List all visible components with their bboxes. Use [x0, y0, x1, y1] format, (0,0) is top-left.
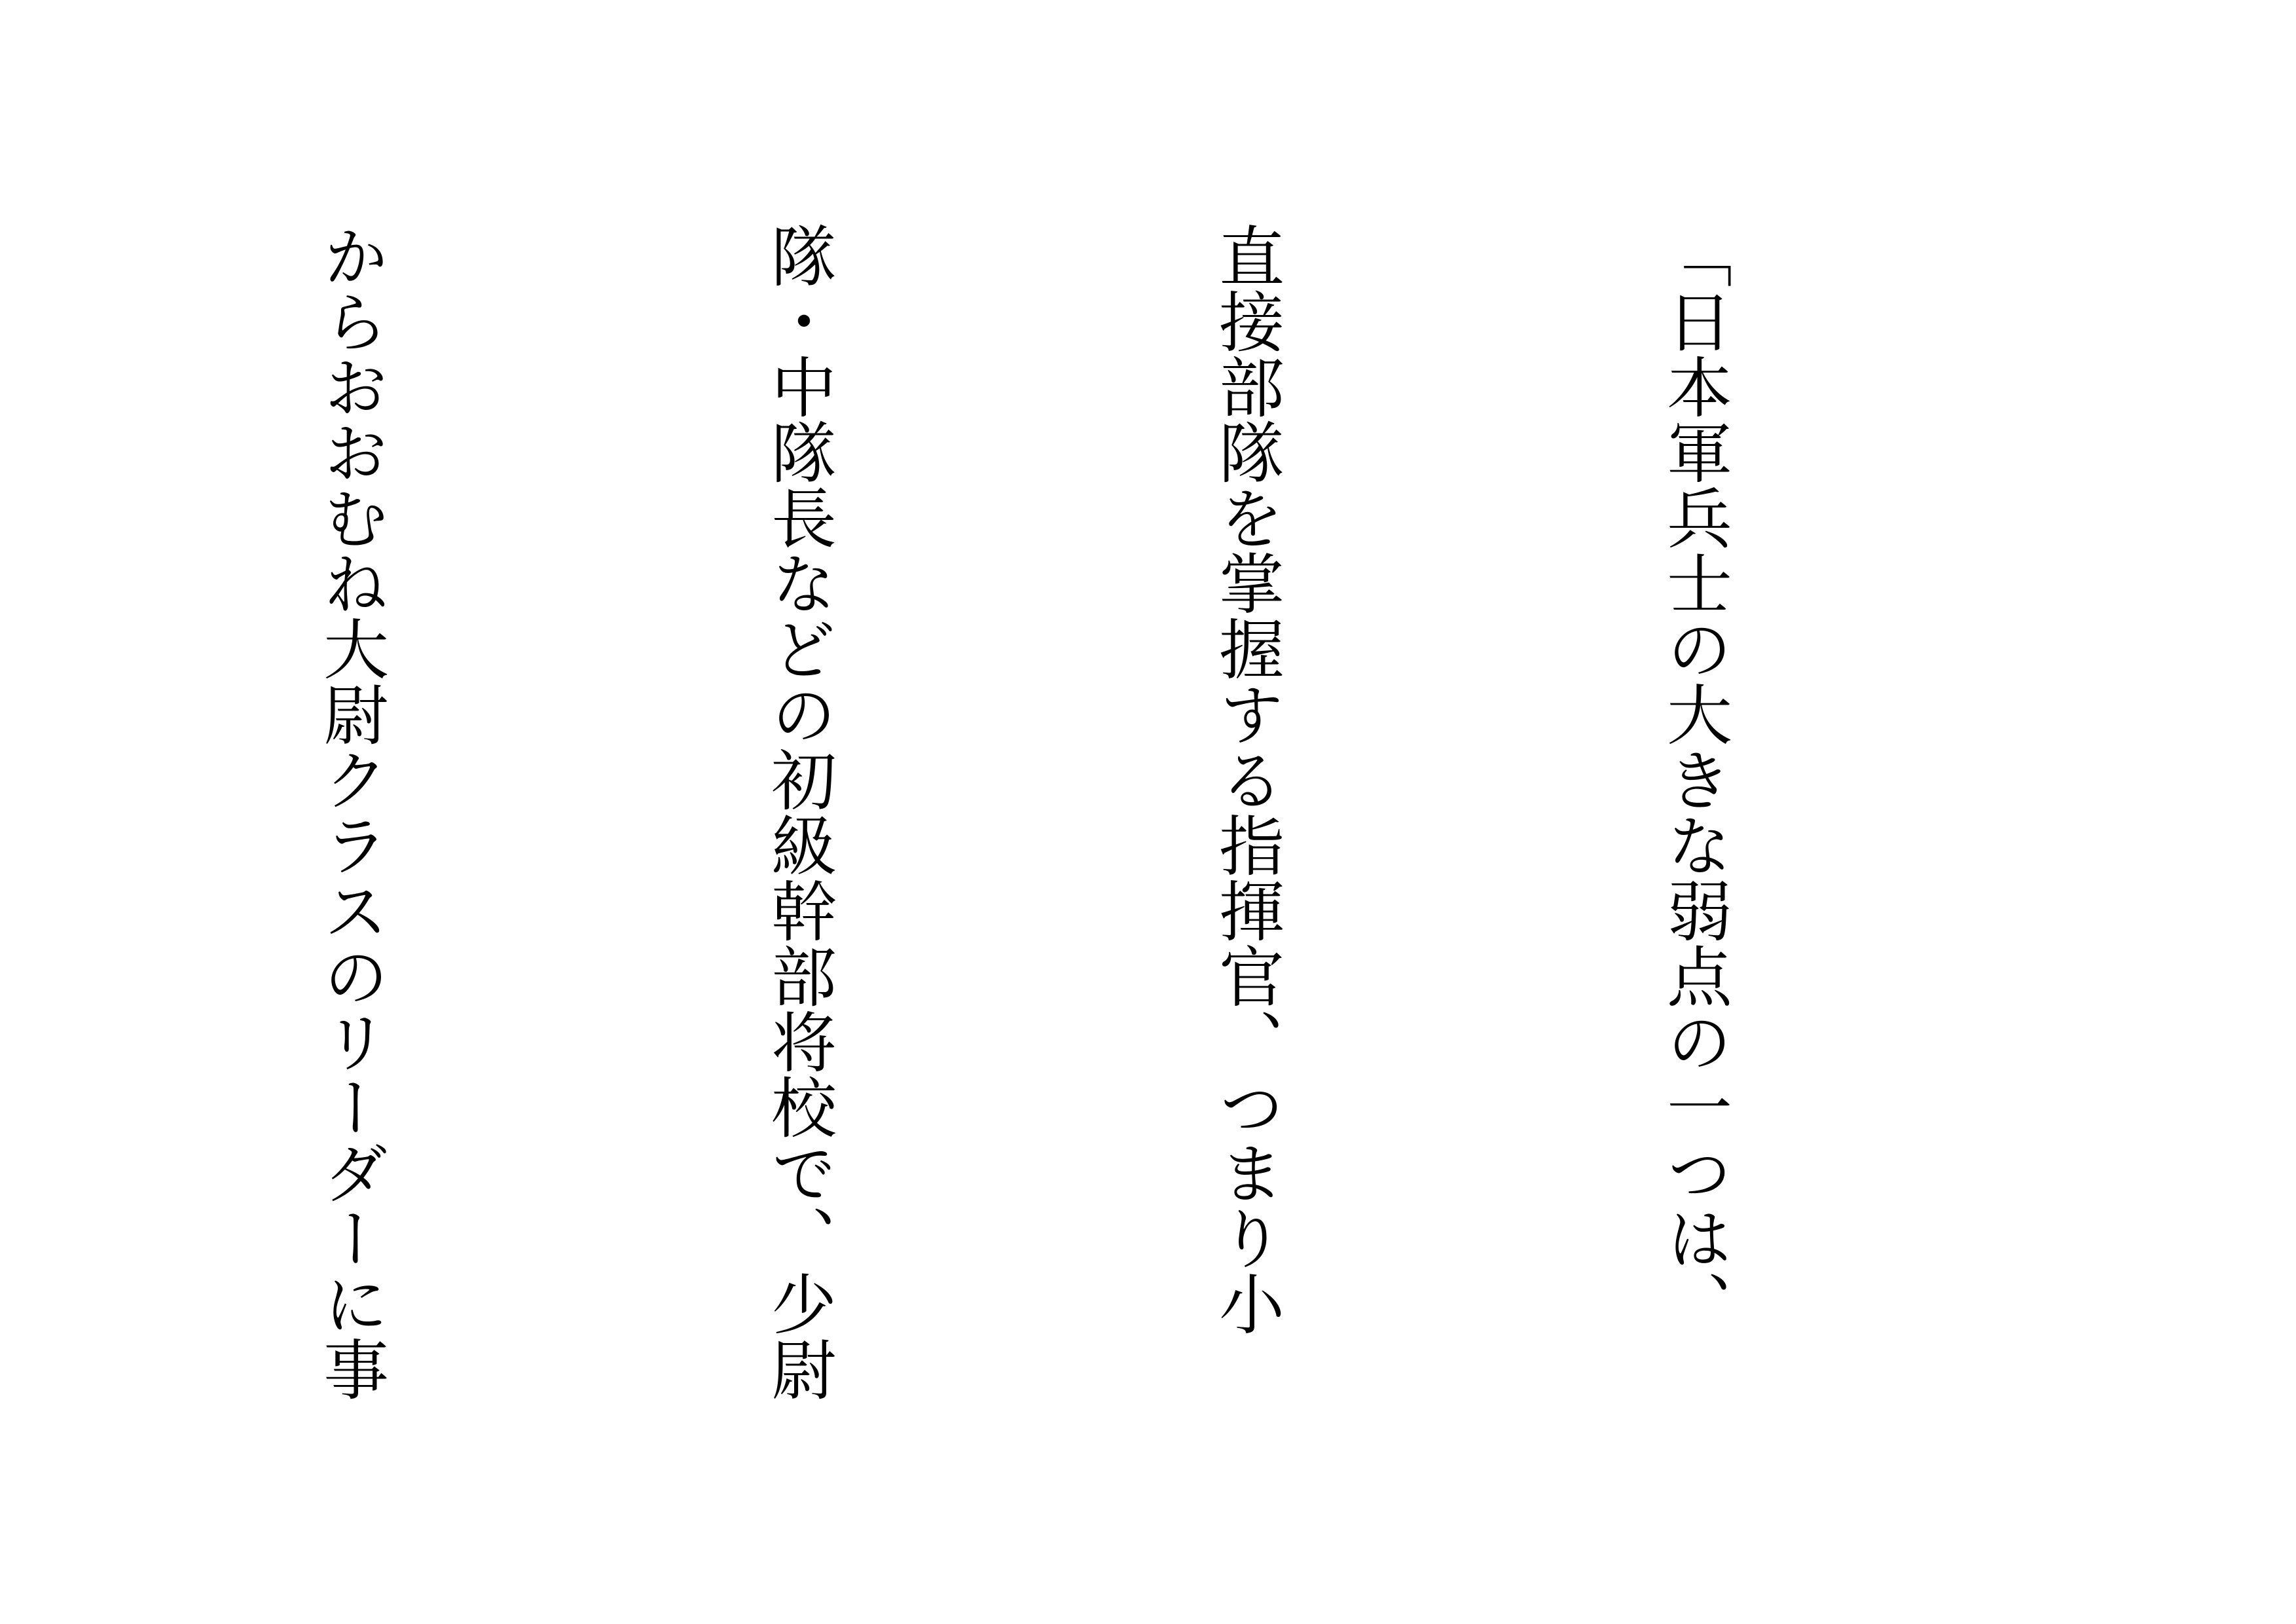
quoted-passage [0, 223, 2067, 1493]
text-line-1: 「日本軍兵士の大きな弱点の一つは、 [1656, 223, 1732, 1336]
text-line-2: 直接部隊を掌握する指揮官、つまり小 [1208, 223, 1285, 1336]
text-line-3: 隊・中隊長などの初級幹部将校で、少尉 [760, 223, 837, 1401]
text-line-4: からおおむね大尉クラスのリーダーに事 [312, 223, 389, 1401]
